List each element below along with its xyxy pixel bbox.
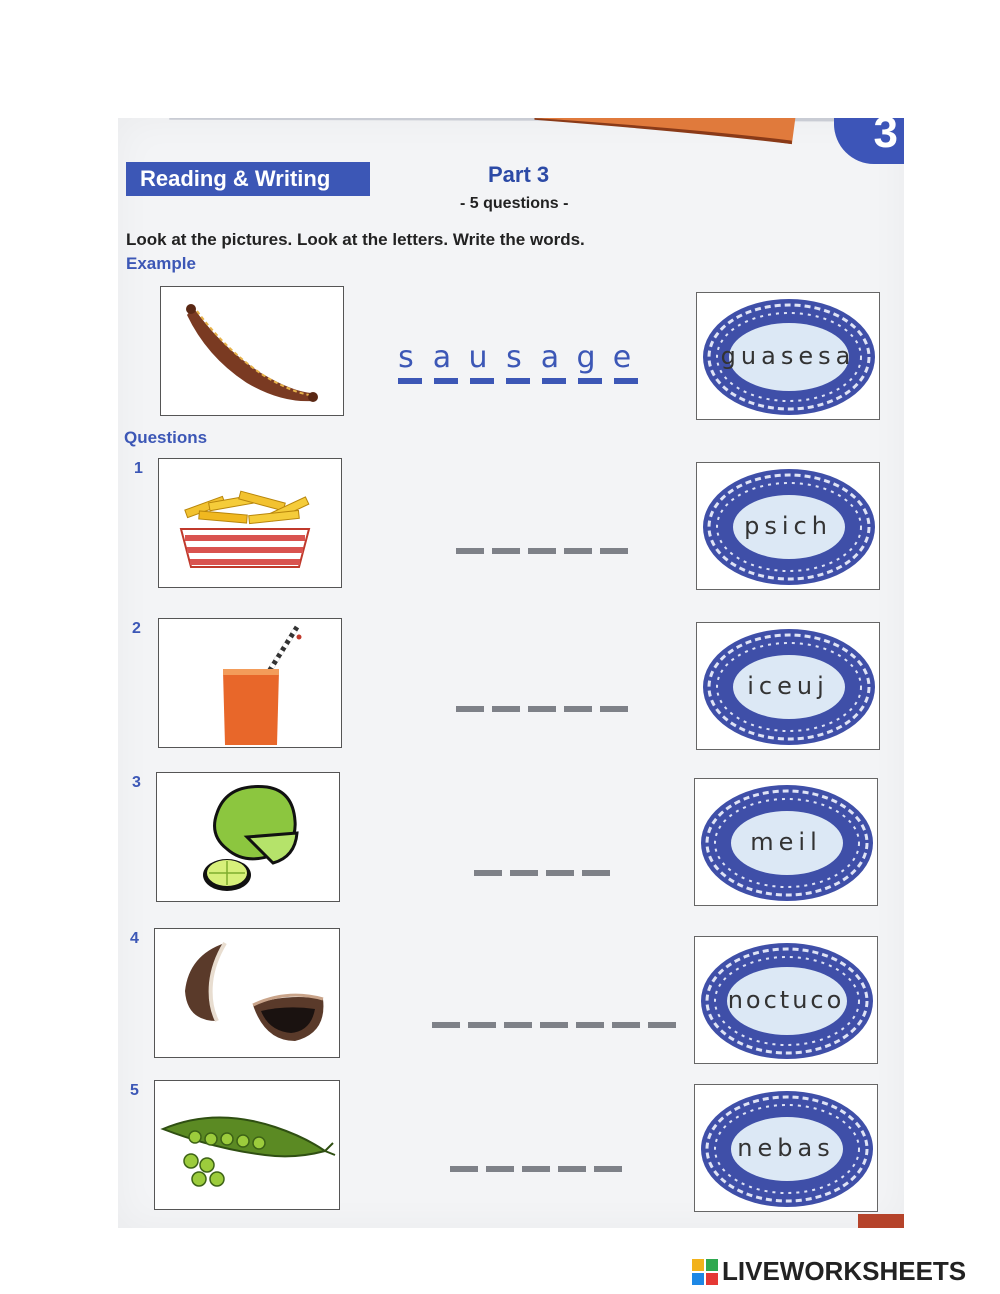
answer-letter: s: [398, 340, 414, 375]
question-5-dashes: [450, 1166, 630, 1172]
answer-letter: s: [506, 340, 522, 375]
answer-letter: u: [468, 340, 488, 375]
liveworksheets-logo-icon: [692, 1259, 718, 1285]
unit-number: 3: [873, 108, 898, 157]
question-2-plate: [696, 622, 880, 750]
question-number: 1: [134, 460, 143, 477]
scrambled-word: noctuco: [727, 986, 845, 1014]
scrambled-word: nebas: [737, 1134, 835, 1162]
example-dashes: [398, 378, 650, 384]
question-1-picture-box: [158, 458, 342, 588]
brand-name: LIVEWORKSHEETS: [722, 1256, 967, 1286]
answer-letter: a: [540, 340, 560, 375]
question-number: 5: [130, 1082, 139, 1099]
scrambled-word: guasesa: [720, 342, 856, 370]
question-2-dashes: [456, 706, 636, 712]
question-4-picture-box: [154, 928, 340, 1058]
question-1-plate: [696, 462, 880, 590]
coconut-icon: [155, 929, 341, 1059]
question-3-dashes: [474, 870, 618, 876]
scrambled-word: psich: [744, 512, 832, 540]
answer-letter: e: [612, 340, 632, 375]
example-label: Example: [126, 254, 196, 273]
section-header: Reading & Writing: [126, 162, 370, 196]
question-5-picture-box: [154, 1080, 340, 1210]
scrambled-word: iceuj: [747, 672, 829, 700]
juice-icon: [159, 619, 343, 749]
example-answer: [388, 340, 640, 375]
example-picture-box: [160, 286, 344, 416]
question-4-dashes: [432, 1022, 684, 1028]
page-number-tab: [858, 1214, 904, 1228]
peas-icon: [155, 1081, 341, 1211]
question-4-plate: [694, 936, 878, 1064]
question-number: 3: [132, 774, 141, 791]
liveworksheets-brand: [692, 1256, 966, 1287]
top-decorative-band: [118, 118, 904, 158]
lime-icon: [157, 773, 341, 903]
question-2-picture-box: [158, 618, 342, 748]
question-1-dashes: [456, 548, 636, 554]
question-5-plate: [694, 1084, 878, 1212]
questions-label: Questions: [124, 428, 208, 447]
scrambled-word: meil: [750, 828, 822, 856]
sausage-icon: [161, 287, 345, 417]
question-3-picture-box: [156, 772, 340, 902]
example-plate: [696, 292, 880, 420]
part-title: Part 3: [488, 162, 550, 187]
answer-letter: a: [432, 340, 452, 375]
chips-icon: [159, 459, 343, 589]
answer-letter: g: [576, 340, 596, 375]
instructions: Look at the pictures. Look at the letters. Write the words.: [126, 230, 585, 249]
part-subtitle: - 5 questions -: [460, 195, 569, 212]
worksheet-page: [118, 108, 904, 1228]
question-number: 2: [132, 620, 141, 637]
question-3-plate: [694, 778, 878, 906]
question-number: 4: [130, 930, 139, 947]
